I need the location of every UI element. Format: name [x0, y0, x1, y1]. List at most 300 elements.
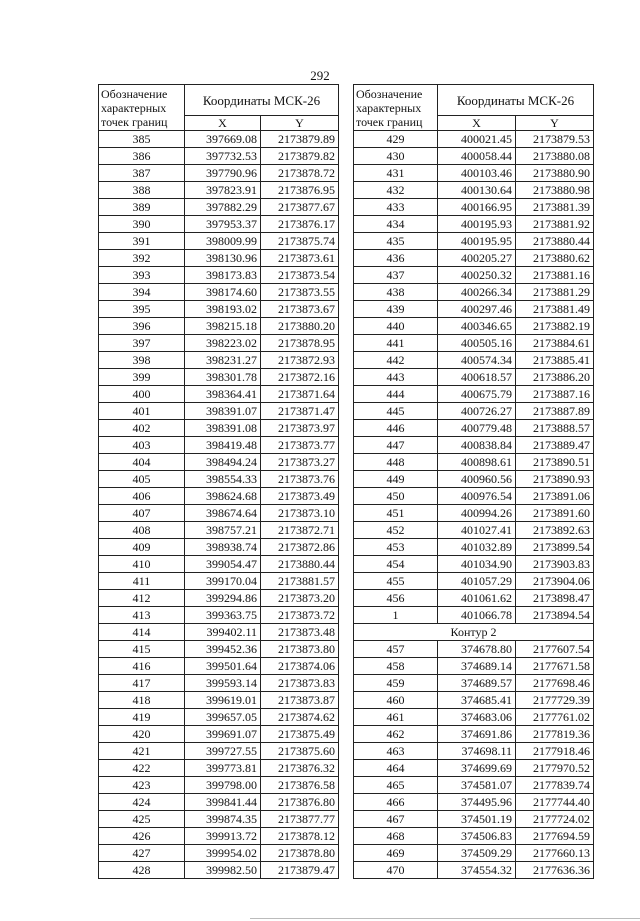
- cell-x: 374678.80: [438, 641, 516, 658]
- cell-point: 400: [99, 386, 185, 403]
- cell-x: 400898.61: [438, 454, 516, 471]
- table-row: [354, 386, 594, 403]
- cell-x: 374501.19: [438, 811, 516, 828]
- table-row: [99, 216, 339, 233]
- cell-point: 435: [354, 233, 438, 250]
- cell-point: 406: [99, 488, 185, 505]
- cell-point: 442: [354, 352, 438, 369]
- table-row: [99, 573, 339, 590]
- cell-point: 419: [99, 709, 185, 726]
- cell-point: 470: [354, 862, 438, 879]
- cell-y: 2173894.54: [516, 607, 594, 624]
- cell-point: 429: [354, 131, 438, 148]
- table-row: [354, 420, 594, 437]
- cell-point: 454: [354, 556, 438, 573]
- cell-point: 450: [354, 488, 438, 505]
- cell-point: 417: [99, 675, 185, 692]
- cell-y: 2173876.58: [261, 777, 339, 794]
- cell-point: 408: [99, 522, 185, 539]
- table-row: [354, 607, 594, 624]
- cell-y: 2173881.39: [516, 199, 594, 216]
- cell-point: 414: [99, 624, 185, 641]
- cell-y: 2173884.61: [516, 335, 594, 352]
- table-row: [99, 811, 339, 828]
- cell-x: 398624.68: [185, 488, 261, 505]
- cell-x: 401057.29: [438, 573, 516, 590]
- table-row: [99, 743, 339, 760]
- cell-y: 2173878.95: [261, 335, 339, 352]
- cell-y: 2173887.89: [516, 403, 594, 420]
- table-row: [354, 590, 594, 607]
- cell-y: 2173871.64: [261, 386, 339, 403]
- cell-x: 400195.95: [438, 233, 516, 250]
- cell-point: 456: [354, 590, 438, 607]
- cell-y: 2173873.49: [261, 488, 339, 505]
- cell-y: 2173880.90: [516, 165, 594, 182]
- table-row: [354, 284, 594, 301]
- cell-point: 446: [354, 420, 438, 437]
- cell-point: 403: [99, 437, 185, 454]
- cell-y: 2173875.60: [261, 743, 339, 760]
- cell-x: 399619.01: [185, 692, 261, 709]
- table-row: [99, 777, 339, 794]
- cell-x: 401032.89: [438, 539, 516, 556]
- cell-point: 445: [354, 403, 438, 420]
- table-row: [354, 726, 594, 743]
- cell-y: 2173872.71: [261, 522, 339, 539]
- cell-y: 2173873.27: [261, 454, 339, 471]
- cell-point: 425: [99, 811, 185, 828]
- cell-y: 2173878.72: [261, 165, 339, 182]
- cell-x: 399773.81: [185, 760, 261, 777]
- cell-x: 398391.08: [185, 420, 261, 437]
- cell-x: 401066.78: [438, 607, 516, 624]
- cell-y: 2173872.93: [261, 352, 339, 369]
- cell-point: 458: [354, 658, 438, 675]
- cell-y: 2177694.59: [516, 828, 594, 845]
- cell-y: 2173880.20: [261, 318, 339, 335]
- table-row: [354, 148, 594, 165]
- cell-point: 402: [99, 420, 185, 437]
- table-row: [99, 794, 339, 811]
- cell-y: 2173876.95: [261, 182, 339, 199]
- cell-x: 399402.11: [185, 624, 261, 641]
- cell-y: 2173880.98: [516, 182, 594, 199]
- cell-y: 2173872.86: [261, 539, 339, 556]
- cell-y: 2177970.52: [516, 760, 594, 777]
- cell-x: 398419.48: [185, 437, 261, 454]
- cell-point: 462: [354, 726, 438, 743]
- cell-y: 2173878.80: [261, 845, 339, 862]
- cell-point: 424: [99, 794, 185, 811]
- cell-y: 2173879.47: [261, 862, 339, 879]
- cell-point: 416: [99, 658, 185, 675]
- cell-y: 2173890.51: [516, 454, 594, 471]
- table-row: [354, 692, 594, 709]
- cell-x: 400838.84: [438, 437, 516, 454]
- table-row: [99, 539, 339, 556]
- cell-x: 398554.33: [185, 471, 261, 488]
- cell-x: 398938.74: [185, 539, 261, 556]
- cell-point: 404: [99, 454, 185, 471]
- cell-point: 392: [99, 250, 185, 267]
- cell-point: 455: [354, 573, 438, 590]
- cell-point: 444: [354, 386, 438, 403]
- cell-point: 401: [99, 403, 185, 420]
- cell-point: 411: [99, 573, 185, 590]
- table-row: [99, 726, 339, 743]
- cell-x: 399954.02: [185, 845, 261, 862]
- table-row: [354, 267, 594, 284]
- cell-x: 397790.96: [185, 165, 261, 182]
- table-row: [99, 318, 339, 335]
- cell-point: 449: [354, 471, 438, 488]
- cell-x: 400103.46: [438, 165, 516, 182]
- cell-y: 2173898.47: [516, 590, 594, 607]
- cell-x: 398173.83: [185, 267, 261, 284]
- header-y: Y: [261, 116, 339, 131]
- table-row: [99, 148, 339, 165]
- table-row: [99, 182, 339, 199]
- table-row: [354, 165, 594, 182]
- table-row: [354, 522, 594, 539]
- table-row: [354, 811, 594, 828]
- cell-y: 2173873.54: [261, 267, 339, 284]
- table-row: [99, 675, 339, 692]
- table-row: [99, 641, 339, 658]
- cell-x: 398193.02: [185, 301, 261, 318]
- cell-y: 2173899.54: [516, 539, 594, 556]
- cell-x: 398130.96: [185, 250, 261, 267]
- cell-x: 400130.64: [438, 182, 516, 199]
- cell-point: 410: [99, 556, 185, 573]
- header-coordinates: Координаты МСК-26: [185, 85, 339, 116]
- cell-x: 374699.69: [438, 760, 516, 777]
- cell-x: 400994.26: [438, 505, 516, 522]
- cell-x: 399841.44: [185, 794, 261, 811]
- table-row: [354, 777, 594, 794]
- cell-y: 2173873.76: [261, 471, 339, 488]
- cell-point: 387: [99, 165, 185, 182]
- coordinates-table-left: [98, 84, 339, 879]
- cell-y: 2173876.80: [261, 794, 339, 811]
- cell-y: 2173876.17: [261, 216, 339, 233]
- cell-point: 396: [99, 318, 185, 335]
- table-row: [354, 794, 594, 811]
- cell-point: 451: [354, 505, 438, 522]
- cell-y: 2173873.67: [261, 301, 339, 318]
- table-body-right: [354, 131, 594, 879]
- cell-y: 2173877.67: [261, 199, 339, 216]
- table-row: [99, 556, 339, 573]
- cell-point: 397: [99, 335, 185, 352]
- table-row: [99, 352, 339, 369]
- cell-x: 374581.07: [438, 777, 516, 794]
- table-row: [354, 250, 594, 267]
- cell-y: 2173875.74: [261, 233, 339, 250]
- cell-point: 448: [354, 454, 438, 471]
- cell-x: 399982.50: [185, 862, 261, 879]
- cell-y: 2173873.77: [261, 437, 339, 454]
- scan-edge-line: [250, 918, 640, 919]
- cell-point: 391: [99, 233, 185, 250]
- cell-point: 385: [99, 131, 185, 148]
- cell-x: 398174.60: [185, 284, 261, 301]
- cell-y: 2173888.57: [516, 420, 594, 437]
- table-row: [354, 454, 594, 471]
- cell-point: 386: [99, 148, 185, 165]
- cell-point: 418: [99, 692, 185, 709]
- cell-y: 2173872.16: [261, 369, 339, 386]
- header-y: Y: [516, 116, 594, 131]
- cell-y: 2173880.44: [516, 233, 594, 250]
- cell-x: 374506.83: [438, 828, 516, 845]
- table-row: [354, 845, 594, 862]
- table-row: [354, 216, 594, 233]
- cell-y: 2173880.62: [516, 250, 594, 267]
- cell-x: 401034.90: [438, 556, 516, 573]
- table-row: [354, 403, 594, 420]
- cell-point: 398: [99, 352, 185, 369]
- table-row: [354, 539, 594, 556]
- cell-y: 2173882.19: [516, 318, 594, 335]
- cell-point: 415: [99, 641, 185, 658]
- cell-y: 2173879.89: [261, 131, 339, 148]
- table-row: [99, 369, 339, 386]
- table-row: [99, 845, 339, 862]
- cell-x: 400675.79: [438, 386, 516, 403]
- cell-point: 389: [99, 199, 185, 216]
- header-coordinates: Координаты МСК-26: [438, 85, 594, 116]
- cell-x: 399727.55: [185, 743, 261, 760]
- table-row: [354, 505, 594, 522]
- cell-y: 2173881.29: [516, 284, 594, 301]
- cell-point: 436: [354, 250, 438, 267]
- cell-point: 443: [354, 369, 438, 386]
- cell-y: 2173873.61: [261, 250, 339, 267]
- table-row: [354, 318, 594, 335]
- table-row: [354, 573, 594, 590]
- table-row: [99, 488, 339, 505]
- table-row: [354, 352, 594, 369]
- table-row: [354, 760, 594, 777]
- table-row: [354, 199, 594, 216]
- cell-x: 398301.78: [185, 369, 261, 386]
- table-row: [354, 675, 594, 692]
- cell-x: 399294.86: [185, 590, 261, 607]
- cell-x: 400266.34: [438, 284, 516, 301]
- table-row: [354, 862, 594, 879]
- cell-x: 374691.86: [438, 726, 516, 743]
- table-row: [354, 743, 594, 760]
- table-row: [99, 420, 339, 437]
- cell-point: 461: [354, 709, 438, 726]
- cell-point: 1: [354, 607, 438, 624]
- cell-point: 388: [99, 182, 185, 199]
- cell-x: 398391.07: [185, 403, 261, 420]
- cell-y: 2177607.54: [516, 641, 594, 658]
- cell-y: 2173876.32: [261, 760, 339, 777]
- table-row: [99, 386, 339, 403]
- cell-x: 374683.06: [438, 709, 516, 726]
- cell-point: 412: [99, 590, 185, 607]
- cell-point: 431: [354, 165, 438, 182]
- table-row: [354, 369, 594, 386]
- table-row: [99, 233, 339, 250]
- table-row: [99, 471, 339, 488]
- table-row: [99, 522, 339, 539]
- cell-x: 399054.47: [185, 556, 261, 573]
- cell-x: 374689.57: [438, 675, 516, 692]
- cell-x: 397953.37: [185, 216, 261, 233]
- cell-point: 413: [99, 607, 185, 624]
- cell-point: 399: [99, 369, 185, 386]
- table-row: [99, 624, 339, 641]
- cell-y: 2173887.16: [516, 386, 594, 403]
- cell-point: 469: [354, 845, 438, 862]
- cell-x: 400574.34: [438, 352, 516, 369]
- cell-y: 2177761.02: [516, 709, 594, 726]
- cell-y: 2173873.97: [261, 420, 339, 437]
- cell-point: 421: [99, 743, 185, 760]
- cell-x: 399913.72: [185, 828, 261, 845]
- table-row: [99, 590, 339, 607]
- cell-y: 2173873.55: [261, 284, 339, 301]
- cell-point: 420: [99, 726, 185, 743]
- cell-x: 397669.08: [185, 131, 261, 148]
- table-row: [99, 403, 339, 420]
- cell-x: 397823.91: [185, 182, 261, 199]
- cell-x: 400726.27: [438, 403, 516, 420]
- table-row: [354, 233, 594, 250]
- cell-x: 399798.00: [185, 777, 261, 794]
- cell-y: 2173879.82: [261, 148, 339, 165]
- cell-y: 2173881.49: [516, 301, 594, 318]
- header-point-designation: Обозначение характерных точек границ: [99, 85, 185, 131]
- cell-y: 2173873.72: [261, 607, 339, 624]
- cell-point: 430: [354, 148, 438, 165]
- cell-y: 2173877.77: [261, 811, 339, 828]
- cell-y: 2173881.16: [516, 267, 594, 284]
- cell-y: 2177918.46: [516, 743, 594, 760]
- cell-x: 399452.36: [185, 641, 261, 658]
- table-row: [354, 335, 594, 352]
- cell-x: 398215.18: [185, 318, 261, 335]
- cell-y: 2177819.36: [516, 726, 594, 743]
- cell-x: 400618.57: [438, 369, 516, 386]
- cell-point: 439: [354, 301, 438, 318]
- cell-x: 401027.41: [438, 522, 516, 539]
- cell-point: 393: [99, 267, 185, 284]
- table-row: [99, 454, 339, 471]
- cell-y: 2173873.80: [261, 641, 339, 658]
- table-row: [99, 862, 339, 879]
- cell-point: 467: [354, 811, 438, 828]
- cell-point: 432: [354, 182, 438, 199]
- cell-x: 398757.21: [185, 522, 261, 539]
- cell-point: 428: [99, 862, 185, 879]
- cell-y: 2173874.62: [261, 709, 339, 726]
- cell-y: 2173873.83: [261, 675, 339, 692]
- cell-point: 437: [354, 267, 438, 284]
- cell-y: 2173885.41: [516, 352, 594, 369]
- table-row: [99, 709, 339, 726]
- cell-y: 2173886.20: [516, 369, 594, 386]
- table-row: [99, 284, 339, 301]
- cell-x: 398364.41: [185, 386, 261, 403]
- cell-y: 2177671.58: [516, 658, 594, 675]
- cell-y: 2173892.63: [516, 522, 594, 539]
- cell-y: 2173903.83: [516, 556, 594, 573]
- table-row: [99, 505, 339, 522]
- cell-x: 399874.35: [185, 811, 261, 828]
- cell-x: 398009.99: [185, 233, 261, 250]
- cell-point: 464: [354, 760, 438, 777]
- cell-y: 2173890.93: [516, 471, 594, 488]
- table-row: [99, 658, 339, 675]
- cell-x: 374554.32: [438, 862, 516, 879]
- table-row: [354, 641, 594, 658]
- cell-x: 401061.62: [438, 590, 516, 607]
- page-number: 292: [310, 68, 330, 83]
- cell-x: 400058.44: [438, 148, 516, 165]
- cell-point: 453: [354, 539, 438, 556]
- cell-point: 409: [99, 539, 185, 556]
- cell-x: 398223.02: [185, 335, 261, 352]
- cell-x: 374698.11: [438, 743, 516, 760]
- cell-y: 2173871.47: [261, 403, 339, 420]
- cell-point: 390: [99, 216, 185, 233]
- table-row: [99, 828, 339, 845]
- cell-x: 400779.48: [438, 420, 516, 437]
- cell-x: 399363.75: [185, 607, 261, 624]
- table-row: [354, 488, 594, 505]
- cell-point: 422: [99, 760, 185, 777]
- cell-x: 374685.41: [438, 692, 516, 709]
- cell-y: 2173874.06: [261, 658, 339, 675]
- cell-point: 466: [354, 794, 438, 811]
- section-row: [354, 624, 594, 641]
- table-row: [99, 131, 339, 148]
- table-row: [354, 471, 594, 488]
- cell-y: 2173880.08: [516, 148, 594, 165]
- table-row: [354, 556, 594, 573]
- cell-y: 2177660.13: [516, 845, 594, 862]
- table-row: [354, 182, 594, 199]
- cell-point: 434: [354, 216, 438, 233]
- cell-point: 452: [354, 522, 438, 539]
- header-x: X: [185, 116, 261, 131]
- cell-point: 394: [99, 284, 185, 301]
- cell-point: 463: [354, 743, 438, 760]
- cell-point: 459: [354, 675, 438, 692]
- cell-y: 2177729.39: [516, 692, 594, 709]
- cell-x: 399691.07: [185, 726, 261, 743]
- cell-x: 398494.24: [185, 454, 261, 471]
- coordinates-table-right: [353, 84, 594, 879]
- table-row: [99, 250, 339, 267]
- cell-point: 440: [354, 318, 438, 335]
- table-row: [99, 199, 339, 216]
- cell-x: 374495.96: [438, 794, 516, 811]
- cell-x: 398674.64: [185, 505, 261, 522]
- cell-x: 399657.05: [185, 709, 261, 726]
- cell-point: 395: [99, 301, 185, 318]
- cell-x: 397732.53: [185, 148, 261, 165]
- cell-y: 2173891.60: [516, 505, 594, 522]
- cell-x: 397882.29: [185, 199, 261, 216]
- cell-y: 2173879.53: [516, 131, 594, 148]
